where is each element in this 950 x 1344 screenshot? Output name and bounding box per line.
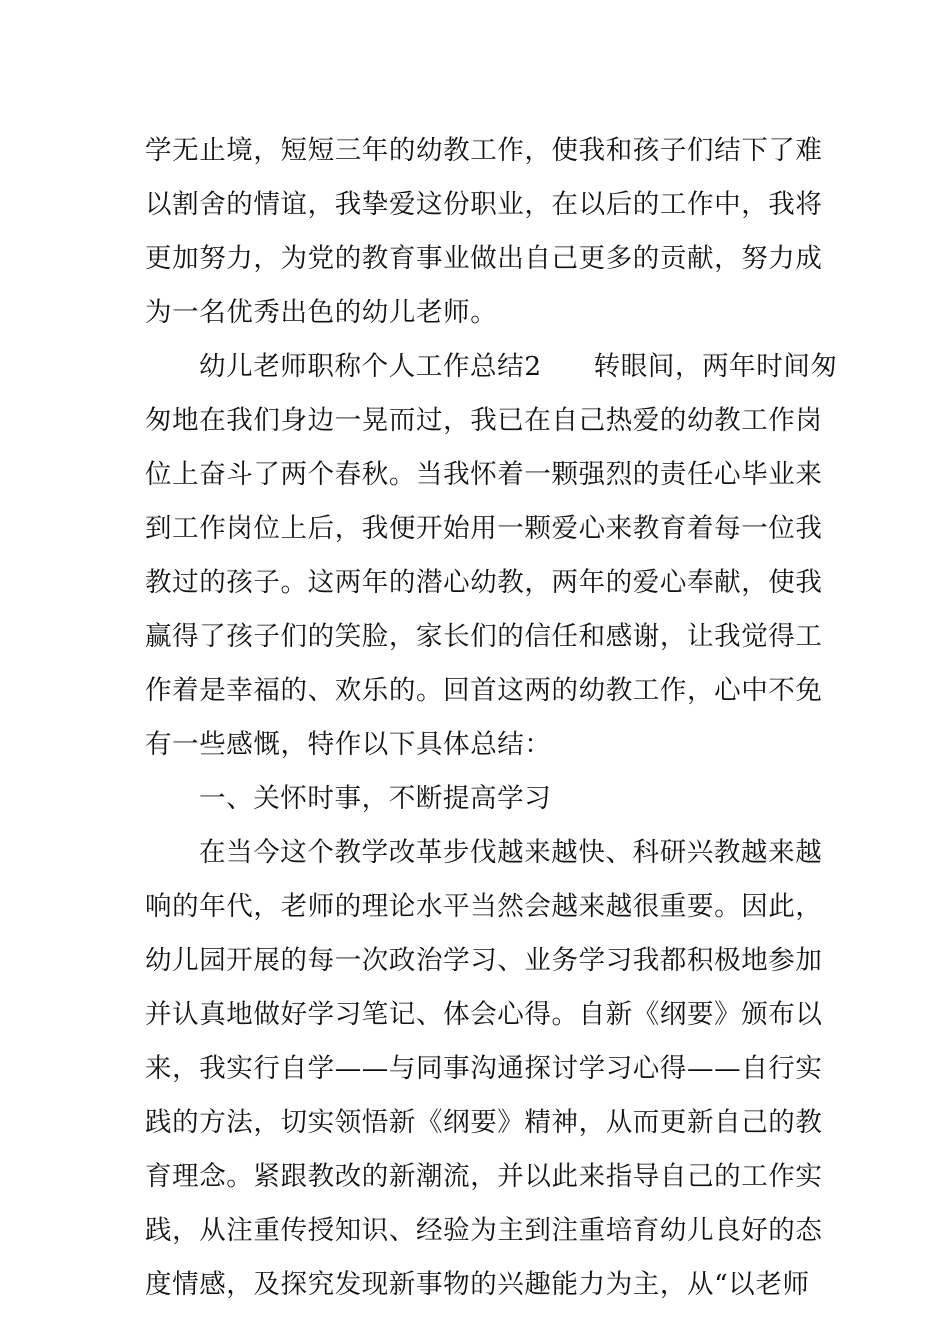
subheading-line: 一、关怀时事，不断提高学习 <box>199 783 552 814</box>
text-line: 学无止境，短短三年的幼教工作，使我和孩子们结下了难 <box>145 135 823 166</box>
text-line: 为一名优秀出色的幼儿老师。 <box>145 297 498 328</box>
text-line: 赢得了孩子们的笑脸，家长们的信任和感谢，让我觉得工 <box>145 621 823 652</box>
text-line: 幼儿园开展的每一次政治学习、业务学习我都积极地参加 <box>145 945 823 976</box>
text-line: 有一些感慨，特作以下具体总结： <box>145 729 552 760</box>
body-text <box>145 124 838 1312</box>
text-line: 位上奋斗了两个春秋。当我怀着一颗强烈的责任心毕业来 <box>145 459 823 490</box>
text-line: 度情感，及探究发现新事物的兴趣能力为主，从“以老师 <box>145 1269 810 1300</box>
text-line: 并认真地做好学习笔记、体会心得。自新《纲要》颁布以 <box>145 999 823 1030</box>
text-line: 作着是幸福的、欢乐的。回首这两的幼教工作，心中不免 <box>145 675 823 706</box>
text-line: 在当今这个教学改革步伐越来越快、科研兴教越来越 <box>199 837 823 868</box>
text-line: 来，我实行自学——与同事沟通探讨学习心得——自行实 <box>145 1053 823 1084</box>
section-heading-line <box>145 340 838 394</box>
text-line: 响的年代，老师的理论水平当然会越来越很重要。因此， <box>145 891 823 922</box>
text-line: 育理念。紧跟教改的新潮流，并以此来指导自己的工作实 <box>145 1161 823 1192</box>
text-line: 以割舍的情谊，我挚爱这份职业，在以后的工作中，我将 <box>145 189 823 220</box>
section-title: 幼儿老师职称个人工作总结2 <box>199 351 542 382</box>
text-fragment: 转眼间，两年时间匆 <box>593 351 838 382</box>
text-line: 匆地在我们身边一晃而过，我已在自己热爱的幼教工作岗 <box>145 405 823 436</box>
text-line: 践的方法，切实领悟新《纲要》精神，从而更新自己的教 <box>145 1107 823 1138</box>
text-line: 教过的孩子。这两年的潜心幼教，两年的爱心奉献，使我 <box>145 567 823 598</box>
text-line: 更加努力，为党的教育事业做出自己更多的贡献，努力成 <box>145 243 823 274</box>
text-line: 到工作岗位上后，我便开始用一颗爱心来教育着每一位我 <box>145 513 823 544</box>
text-line: 践，从注重传授知识、经验为主到注重培育幼儿良好的态 <box>145 1215 823 1246</box>
